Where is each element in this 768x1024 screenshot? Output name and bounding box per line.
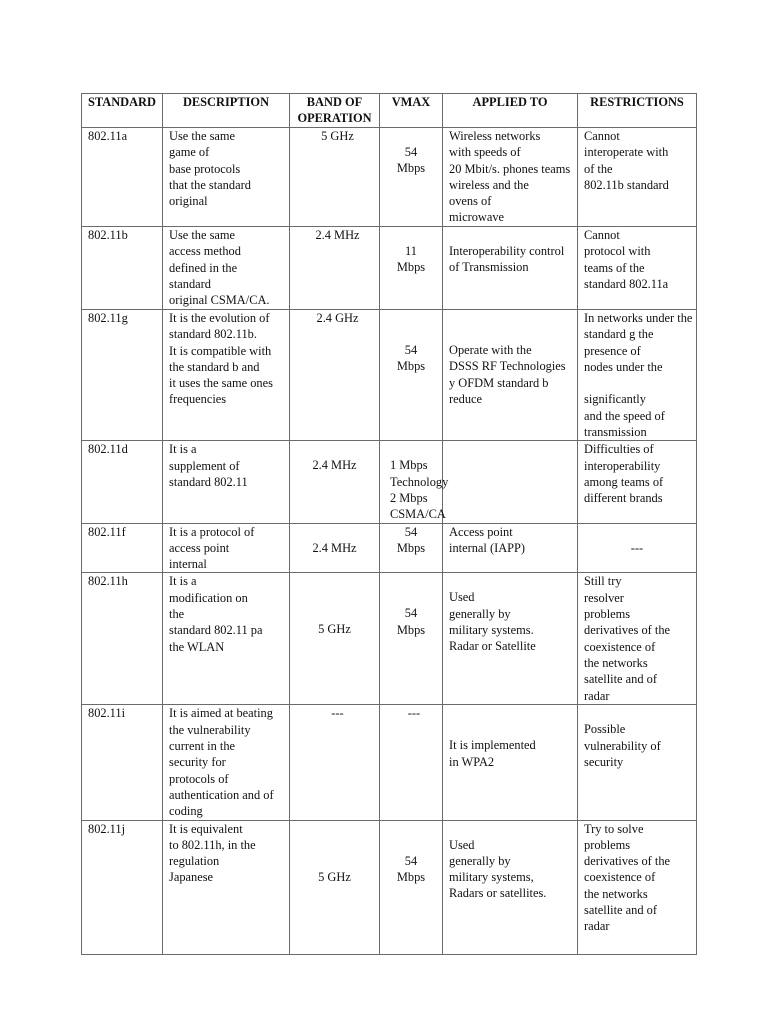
table-row — [82, 705, 697, 820]
cell-applied: It is implemented in WPA2 — [443, 705, 578, 820]
table-row — [82, 523, 697, 573]
cell-vmax: 54 Mbps — [380, 310, 443, 441]
cell-band: 5 GHz — [290, 128, 380, 227]
wlan-standards-table — [81, 93, 697, 955]
header-band: BAND OF OPERATION — [290, 94, 380, 128]
cell-vmax: 11 Mbps — [380, 227, 443, 310]
cell-applied — [443, 441, 578, 523]
cell-standard: 802.11g — [82, 310, 163, 441]
table-row — [82, 573, 697, 705]
cell-restrictions: Try to solve problems derivatives of the coexistence of the networks satellite and of radar — [578, 820, 697, 954]
cell-restrictions: Difficulties of interoperability among teams of different brands — [578, 441, 697, 523]
cell-applied: Access point internal (IAPP) — [443, 523, 578, 573]
cell-applied: Operate with the DSSS RF Technologies y OFDM standard b reduce — [443, 310, 578, 441]
header-applied: APPLIED TO — [443, 94, 578, 128]
cell-band: 5 GHz — [290, 573, 380, 705]
cell-applied: Used generally by military systems, Radars or satellites. — [443, 820, 578, 954]
cell-description: Use the same game of base protocols that the standard original — [163, 128, 290, 227]
cell-restrictions: Possible vulnerability of security — [578, 705, 697, 820]
table-row — [82, 820, 697, 954]
cell-restrictions: Cannot protocol with teams of the standard 802.11a — [578, 227, 697, 310]
cell-band: 2.4 MHz — [290, 441, 380, 523]
cell-applied: Used generally by military systems. Radar or Satellite — [443, 573, 578, 705]
cell-standard: 802.11b — [82, 227, 163, 310]
cell-vmax: 54 Mbps — [380, 128, 443, 227]
cell-band: --- — [290, 705, 380, 820]
cell-band: 2.4 GHz — [290, 310, 380, 441]
header-vmax: VMAX — [380, 94, 443, 128]
cell-restrictions: In networks under the standard g the presence of nodes under the significantly and the speed of transmission — [578, 310, 697, 441]
cell-restrictions: Cannot interoperate with of the 802.11b standard — [578, 128, 697, 227]
header-restrictions: RESTRICTIONS — [578, 94, 697, 128]
cell-standard: 802.11h — [82, 573, 163, 705]
cell-applied: Wireless networks with speeds of 20 Mbit/s. phones teams wireless and the ovens of microwave — [443, 128, 578, 227]
cell-description: It is a modification on the standard 802.11 pa the WLAN — [163, 573, 290, 705]
cell-restrictions: --- — [578, 523, 697, 573]
cell-band: 5 GHz — [290, 820, 380, 954]
table-row — [82, 310, 697, 441]
cell-vmax: 54 Mbps — [380, 820, 443, 954]
cell-band: 2.4 MHz — [290, 523, 380, 573]
cell-description: It is aimed at beating the vulnerability current in the security for protocols of authentication and of coding — [163, 705, 290, 820]
cell-standard: 802.11d — [82, 441, 163, 523]
cell-description: It is a supplement of standard 802.11 — [163, 441, 290, 523]
cell-band: 2.4 MHz — [290, 227, 380, 310]
cell-vmax: 1 Mbps Technology 2 Mbps CSMA/CA — [380, 441, 443, 523]
cell-standard: 802.11f — [82, 523, 163, 573]
cell-description: It is equivalent to 802.11h, in the regulation Japanese — [163, 820, 290, 954]
cell-standard: 802.11i — [82, 705, 163, 820]
cell-description: It is the evolution of standard 802.11b. It is compatible with the standard b and it uses the same ones frequencies — [163, 310, 290, 441]
cell-description: It is a protocol of access point internal — [163, 523, 290, 573]
cell-vmax: --- — [380, 705, 443, 820]
cell-description: Use the same access method defined in the standard original CSMA/CA. — [163, 227, 290, 310]
table-row — [82, 441, 697, 523]
cell-restrictions: Still try resolver problems derivatives of the coexistence of the networks satellite and of radar — [578, 573, 697, 705]
header-description: DESCRIPTION — [163, 94, 290, 128]
cell-vmax: 54 Mbps — [380, 523, 443, 573]
header-standard: STANDARD — [82, 94, 163, 128]
table-row — [82, 128, 697, 227]
table-row — [82, 227, 697, 310]
cell-applied: Interoperability control of Transmission — [443, 227, 578, 310]
header-row — [82, 94, 697, 128]
cell-vmax: 54 Mbps — [380, 573, 443, 705]
cell-standard: 802.11a — [82, 128, 163, 227]
cell-standard: 802.11j — [82, 820, 163, 954]
